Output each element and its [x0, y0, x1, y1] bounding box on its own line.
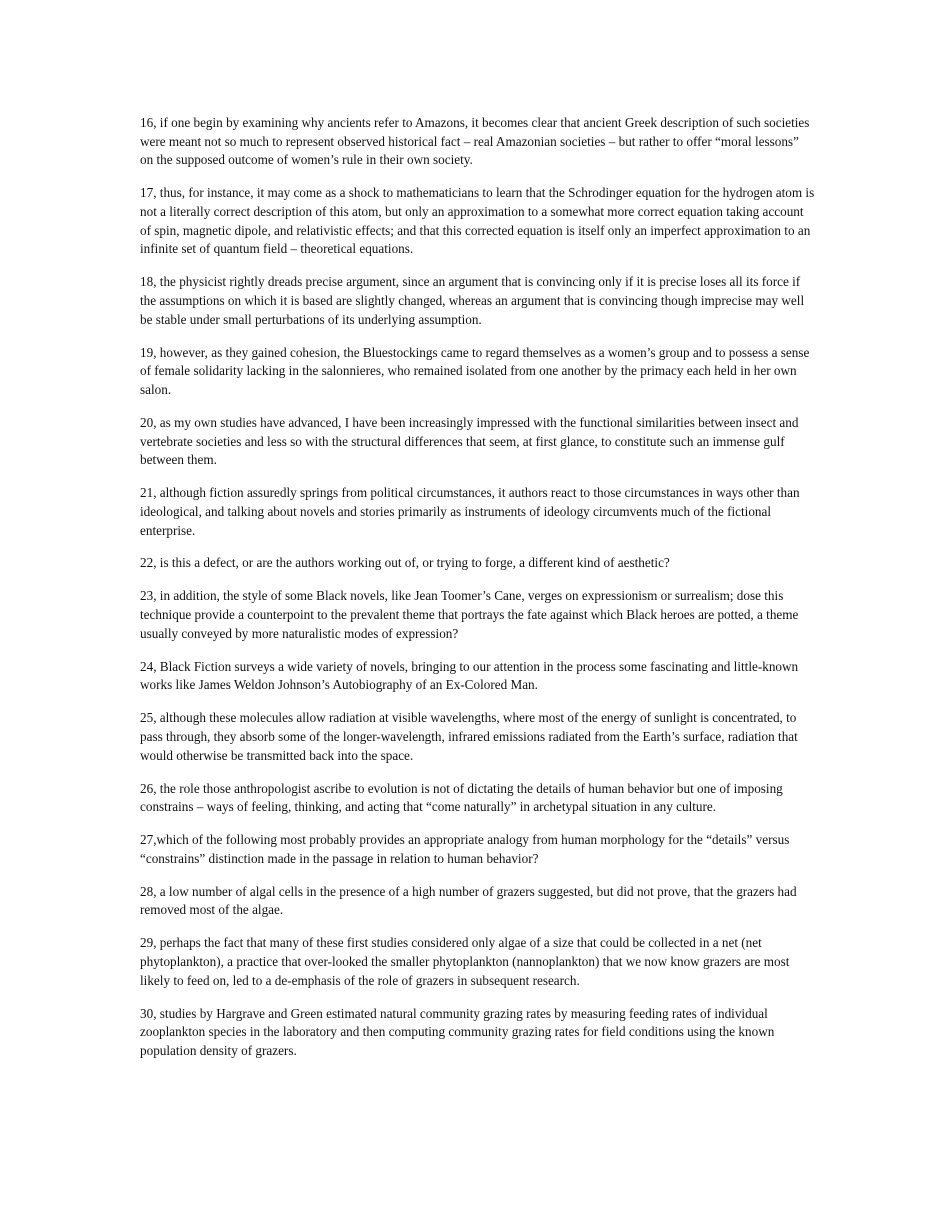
paragraph-16: 16, if one begin by examining why ancients refer to Amazons, it becomes clear that ancient Greek description of such societies were meant not so much to represent observed historical fact – real Amazonian societies – but rather to offer “moral lessons” on the supposed outcome of women’s rule in their own society.	[140, 115, 810, 168]
paragraph-24: 24, Black Fiction surveys a wide variety of novels, bringing to our attention in the process some fascinating and little-known works like James Weldon Johnson’s Autobiography of an Ex-Colored Man.	[140, 658, 799, 693]
paragraph-26: 26, the role those anthropologist ascribe to evolution is not of dictating the details of human behavior but one of imposing constrains – ways of feeling, thinking, and acting that “come naturally” in archetypal situation in any culture.	[140, 780, 783, 815]
paragraph-25: 25, although these molecules allow radiation at visible wavelengths, where most of the energy of sunlight is concentrated, to pass through, they absorb some of the longer-wavelength, infrared emissions radiated from the Earth’s surface, radiation that would otherwise be transmitted back into the space.	[140, 710, 798, 763]
paragraph-22: 22, is this a defect, or are the authors working out of, or trying to forge, a different kind of aesthetic?	[140, 555, 670, 571]
paragraph-30: 30, studies by Hargrave and Green estimated natural community grazing rates by measuring feeding rates of individual zooplankton species in the laboratory and then computing community grazing rates for field conditions using the known population density of grazers.	[140, 1005, 775, 1059]
paragraph-27: 27,which of the following most probably provides an appropriate analogy from human morphology for the “details” versus “constrains” distinction made in the passage in relation to human behavior?	[140, 832, 790, 866]
paragraph-28: 28, a low number of algal cells in the presence of a high number of grazers suggested, but did not prove, that the grazers had removed most of the algae.	[140, 883, 797, 918]
document-body	[140, 114, 815, 1075]
paragraph-17: 17, thus, for instance, it may come as a shock to mathematicians to learn that the Schrodinger equation for the hydrogen atom is not a literally correct description of this atom, but only an approximation to a somewhat more correct equation taking account of spin, magnetic dipole, and relativistic effects; and that this corrected equation is itself only an imperfect approximation to an infinite set of quantum field – theoretical equations.	[140, 185, 815, 257]
paragraph-23: 23, in addition, the style of some Black novels, like Jean Toomer’s Cane, verges on expressionism or surrealism; dose this technique provide a counterpoint to the prevalent theme that portrays the fate against which Black heroes are potted, a theme usually conveyed by more naturalistic modes of expression?	[140, 588, 799, 641]
paragraph-21: 21, although fiction assuredly springs from political circumstances, it authors react to those circumstances in ways other than ideological, and talking about novels and stories primarily as instruments of ideology circumvents much of the fictional enterprise.	[140, 485, 800, 538]
paragraph-20: 20, as my own studies have advanced, I have been increasingly impressed with the functional similarities between insect and vertebrate societies and less so with the structural differences that seem, at first glance, to constitute such an immense gulf between them.	[140, 414, 799, 468]
paragraph-18: 18, the physicist rightly dreads precise argument, since an argument that is convincing only if it is precise loses all its force if the assumptions on which it is based are slightly changed, whereas an argument that is convincing though imprecise may well be stable under small perturbations of its underlying assumption.	[140, 274, 805, 327]
paragraph-19: 19, however, as they gained cohesion, the Bluestockings came to regard themselves as a women’s group and to possess a sense of female solidarity lacking in the salonnieres, who remained isolated from one another by the primacy each held in her own salon.	[140, 344, 810, 397]
paragraph-29: 29, perhaps the fact that many of these first studies considered only algae of a size that could be collected in a net (net phytoplankton), a practice that over-looked the smaller phytoplankton (nannoplankton) that we now know grazers are most likely to feed on, led to a de-emphasis of the role of grazers in subsequent research.	[140, 935, 790, 988]
